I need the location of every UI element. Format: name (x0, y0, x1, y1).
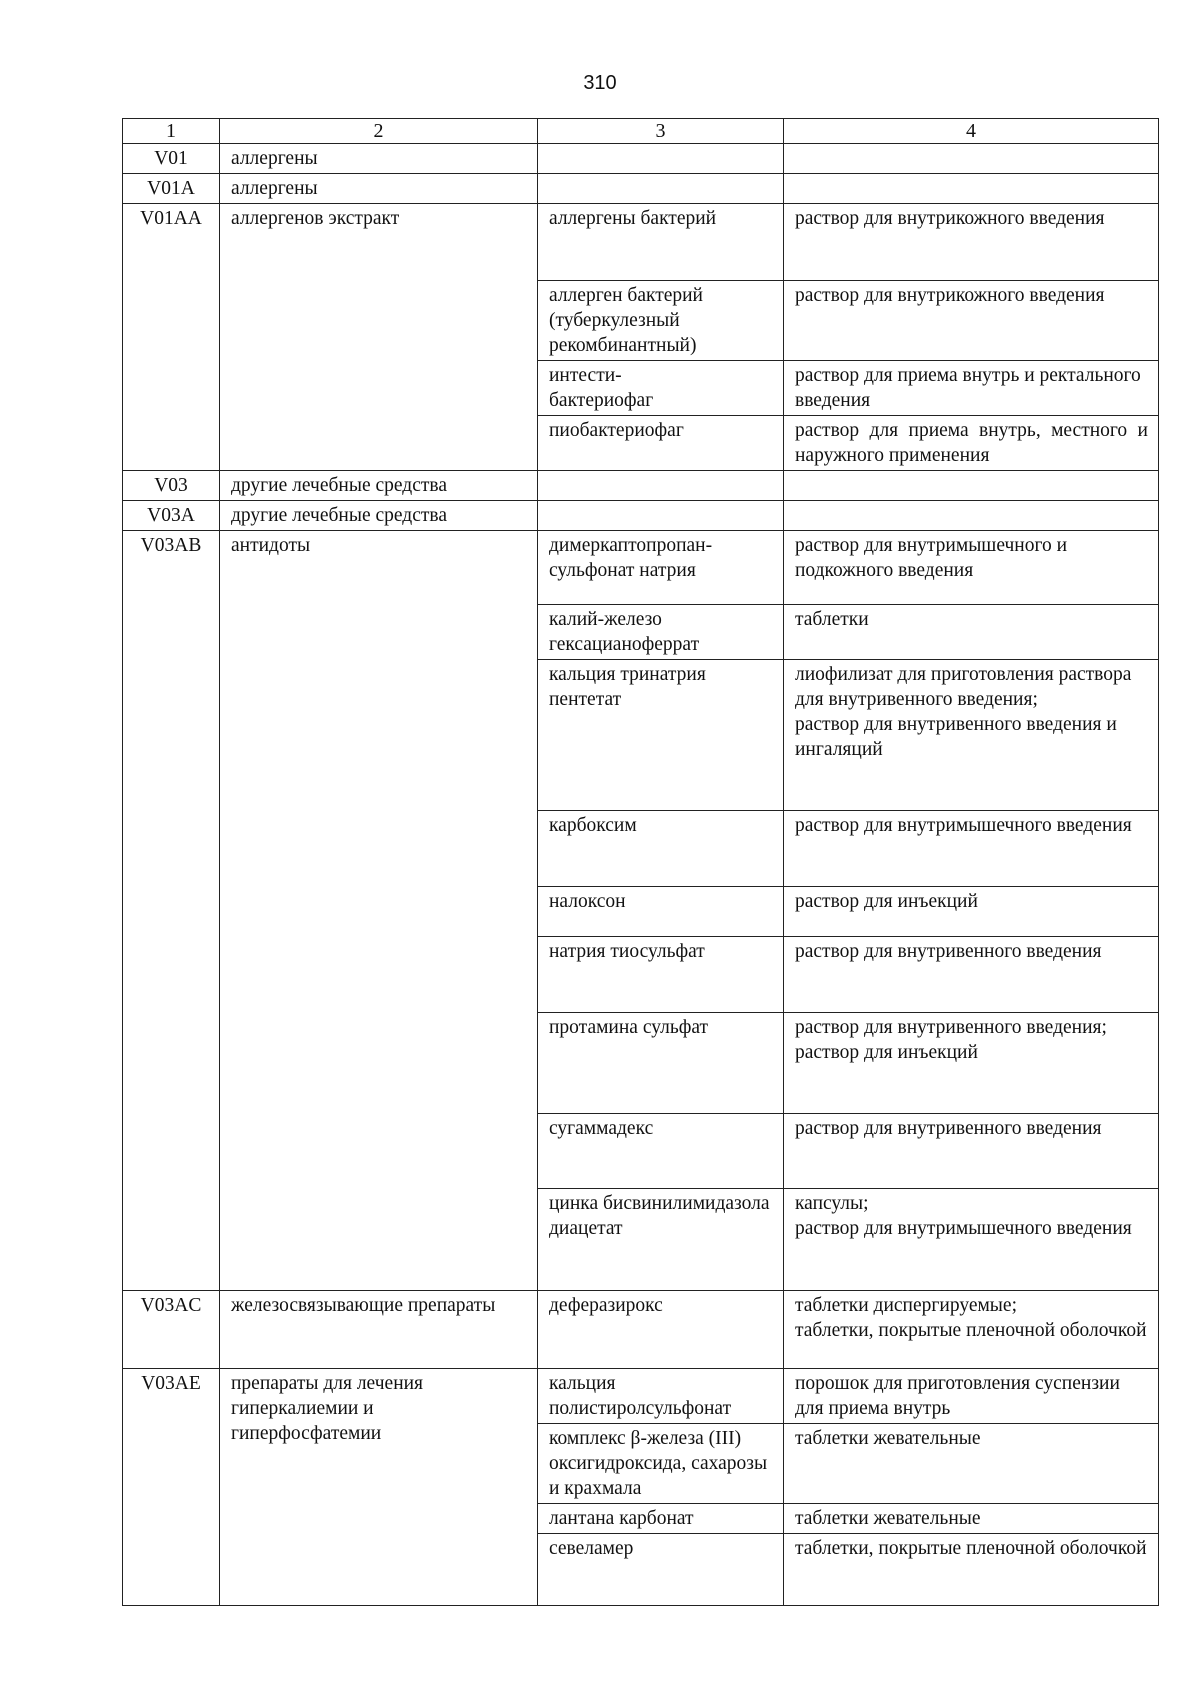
column-number-row (123, 119, 1159, 144)
drug-name: деферазирокс (538, 1291, 784, 1369)
atc-code: V03 (123, 471, 220, 501)
dosage-form (784, 174, 1159, 204)
table-row (123, 144, 1159, 174)
group-name: другие лечебные средства (220, 501, 538, 531)
dosage-form: раствор для внутривенного введения (784, 1114, 1159, 1189)
dosage-form: порошок для приготовления суспензии для приема внутрь (784, 1369, 1159, 1424)
drug-name (538, 501, 784, 531)
group-name: железосвязывающие препараты (220, 1291, 538, 1369)
drug-name: протамина сульфат (538, 1013, 784, 1114)
column-number: 4 (784, 119, 1159, 144)
drug-name: кальция тринатрия пентетат (538, 660, 784, 811)
dosage-form: раствор для внутрикожного введения (784, 204, 1159, 281)
page-number: 310 (583, 72, 617, 94)
drug-name (538, 144, 784, 174)
drug-name: аллерген бактерий (туберкулезный рекомбинантный) (538, 281, 784, 361)
dosage-form: лиофилизат для приготовления раствора для внутривенного введения; раствор для внутривенного введения и ингаляций (784, 660, 1159, 811)
drug-name: пиобактериофаг (538, 416, 784, 471)
dosage-form: таблетки (784, 605, 1159, 660)
atc-code: V01A (123, 174, 220, 204)
drug-name: димеркаптопропан- сульфонат натрия (538, 531, 784, 605)
group-name: аллергены (220, 174, 538, 204)
dosage-form (784, 501, 1159, 531)
table-row (123, 531, 1159, 605)
atc-code: V01 (123, 144, 220, 174)
drug-name: интести- бактериофаг (538, 361, 784, 416)
drug-name (538, 174, 784, 204)
drug-name: натрия тиосульфат (538, 937, 784, 1013)
drug-name: кальция полистиролсульфонат (538, 1369, 784, 1424)
column-number: 1 (123, 119, 220, 144)
drug-name: аллергены бактерий (538, 204, 784, 281)
dosage-form: раствор для внутримышечного и подкожного введения (784, 531, 1159, 605)
dosage-form: раствор для внутривенного введения; раствор для инъекций (784, 1013, 1159, 1114)
atc-code: V01AA (123, 204, 220, 471)
atc-code: V03AB (123, 531, 220, 1291)
dosage-form: раствор для внутривенного введения (784, 937, 1159, 1013)
drug-classification-table (122, 118, 1159, 1606)
column-number: 2 (220, 119, 538, 144)
drug-name: цинка бисвинилимидазола диацетат (538, 1189, 784, 1291)
dosage-form: раствор для приема внутрь и ректального введения (784, 361, 1159, 416)
atc-code: V03AC (123, 1291, 220, 1369)
atc-code: V03AE (123, 1369, 220, 1606)
dosage-form: раствор для инъекций (784, 887, 1159, 937)
dosage-form (784, 144, 1159, 174)
drug-name: лантана карбонат (538, 1504, 784, 1534)
dosage-form: таблетки, покрытые пленочной оболочкой (784, 1534, 1159, 1606)
group-name: антидоты (220, 531, 538, 1291)
dosage-form: раствор для внутрикожного введения (784, 281, 1159, 361)
drug-name: севеламер (538, 1534, 784, 1606)
dosage-form: капсулы; раствор для внутримышечного введения (784, 1189, 1159, 1291)
dosage-form: раствор для внутримышечного введения (784, 811, 1159, 887)
dosage-form: раствор для приема внутрь, местного и наружного применения (784, 416, 1159, 471)
drug-name: налоксон (538, 887, 784, 937)
group-name: аллергенов экстракт (220, 204, 538, 471)
drug-name: карбоксим (538, 811, 784, 887)
group-name: препараты для лечения гиперкалиемии и гиперфосфатемии (220, 1369, 538, 1606)
atc-code: V03A (123, 501, 220, 531)
table-row (123, 471, 1159, 501)
table-row (123, 204, 1159, 281)
drug-name: комплекс β-железа (III) оксигидроксида, сахарозы и крахмала (538, 1424, 784, 1504)
group-name: другие лечебные средства (220, 471, 538, 501)
drug-name: сугаммадекс (538, 1114, 784, 1189)
dosage-form: таблетки диспергируемые; таблетки, покрытые пленочной оболочкой (784, 1291, 1159, 1369)
drug-name: калий-железо гексацианоферрат (538, 605, 784, 660)
table-row (123, 501, 1159, 531)
table-row (123, 1369, 1159, 1424)
table-row (123, 1291, 1159, 1369)
table-row (123, 174, 1159, 204)
drug-name (538, 471, 784, 501)
group-name: аллергены (220, 144, 538, 174)
dosage-form (784, 471, 1159, 501)
dosage-form: таблетки жевательные (784, 1424, 1159, 1504)
column-number: 3 (538, 119, 784, 144)
dosage-form: таблетки жевательные (784, 1504, 1159, 1534)
